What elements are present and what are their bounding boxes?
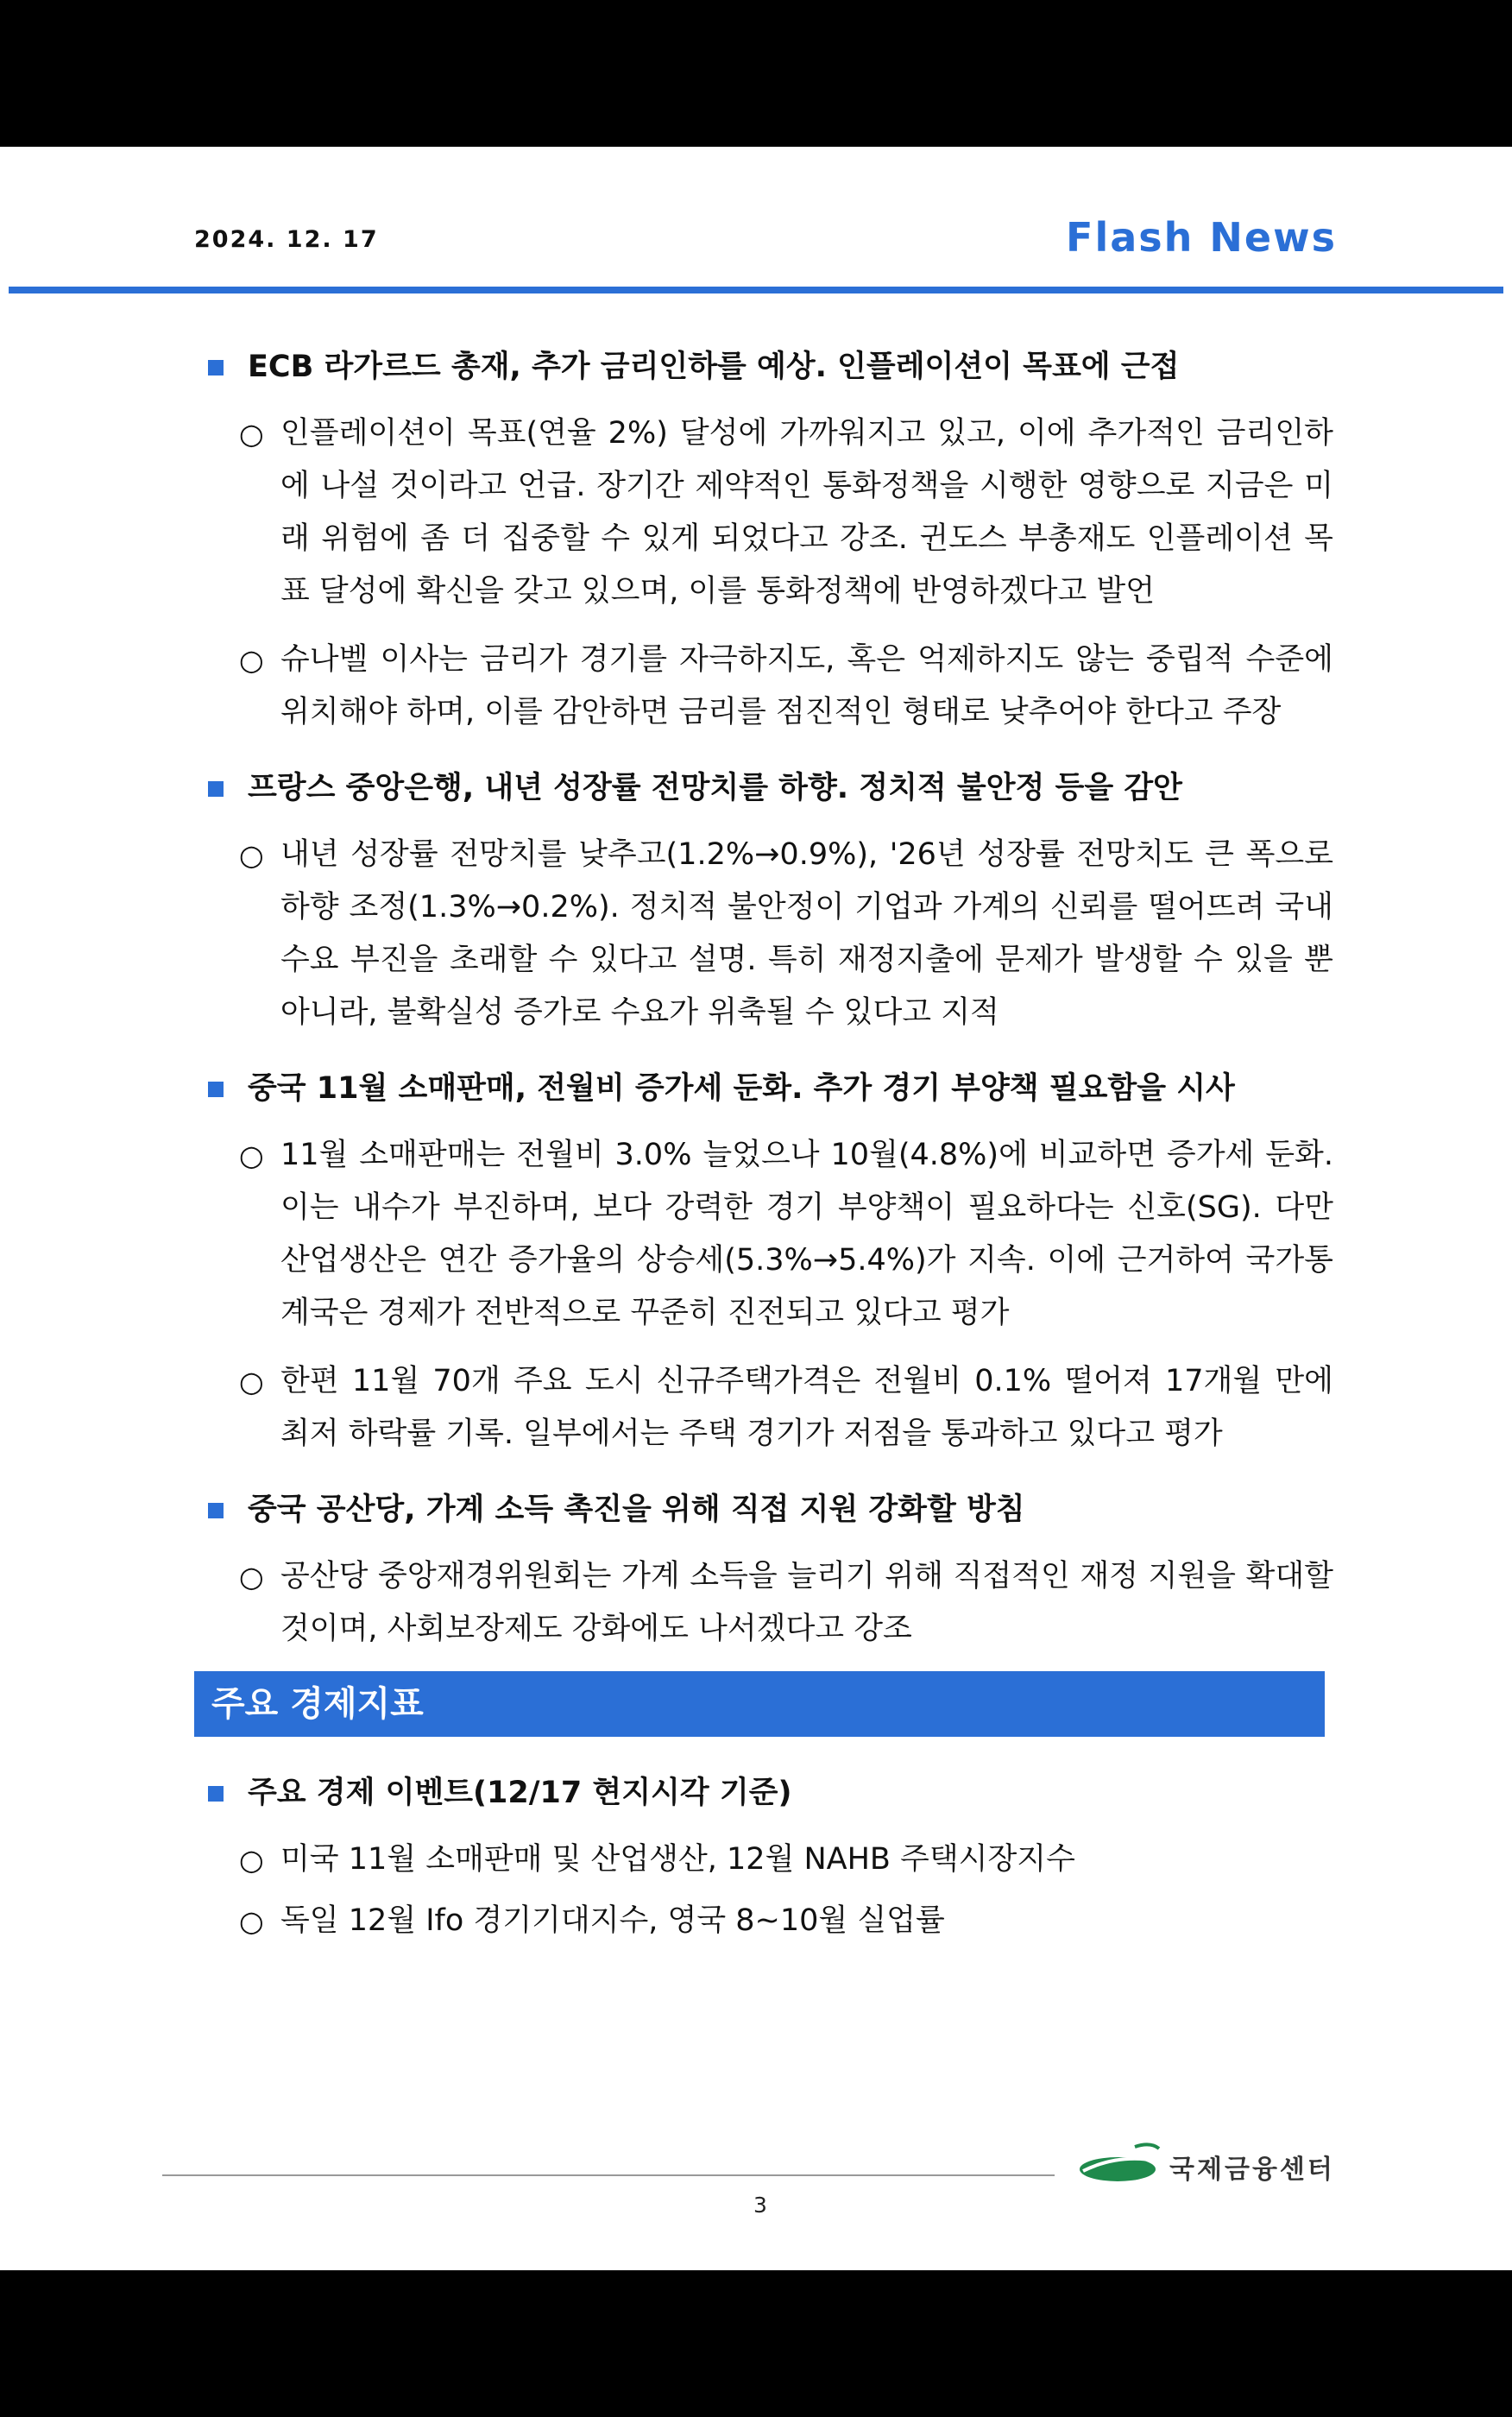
section-heading-text: 중국 11월 소매판매, 전월비 증가세 둔화. 추가 경기 부양책 필요함을 시사 <box>248 1071 1235 1106</box>
circle-bullet-icon: ○ <box>239 1843 264 1877</box>
square-bullet-icon <box>208 1503 224 1518</box>
square-bullet-icon <box>208 781 224 797</box>
bullet-text: 슈나벨 이사는 금리가 경기를 자극하지도, 혹은 억제하지도 않는 중립적 수준에 위치해야 하며, 이를 감안하면 금리를 점진적인 형태로 낮추어야 한다고 주장 <box>280 642 1333 729</box>
bullet-item <box>194 1355 1333 1461</box>
footer-logo-text: 국제금융센터 <box>1169 2155 1335 2185</box>
section-heading-text: 중국 공산당, 가계 소득 촉진을 위해 직접 지원 강화할 방침 <box>248 1492 1025 1527</box>
square-bullet-icon <box>208 1082 224 1097</box>
square-bullet-icon <box>208 1786 224 1802</box>
bullet-text: 한편 11월 70개 주요 도시 신규주택가격은 전월비 0.1% 떨어져 17개월 만에 최저 하락률 기록. 일부에서는 주택 경기가 저점을 통과하고 있다고 평가 <box>280 1364 1333 1451</box>
bullet-text: 11월 소매판매는 전월비 3.0% 늘었으나 10월(4.8%)에 비교하면 증가세 둔화. 이는 내수가 부진하며, 보다 강력한 경기 부양책이 필요하다는 신호(SG). 다만 산업생산은 연간 증가율의 상승세(5.3%→5.4%)가 지속. 이에 근거하여 국가통계국은 경제가 전반적으로 꾸준히 진전되고 있다고 평가 <box>280 1138 1333 1330</box>
event-item <box>194 1833 1333 1886</box>
section-heading <box>194 1488 1333 1531</box>
bullet-item <box>194 1129 1333 1340</box>
bullet-item <box>194 407 1333 618</box>
bullet-item <box>194 829 1333 1039</box>
section-heading-text: ECB 라가르드 총재, 추가 금리인하를 예상. 인플레이션이 목표에 근접 <box>248 350 1180 384</box>
report-title: Flash News <box>1066 214 1337 261</box>
indicators-section-bar: 주요 경제지표 <box>194 1671 1325 1737</box>
events-heading <box>194 1771 1333 1814</box>
event-item <box>194 1895 1333 1947</box>
circle-bullet-icon: ○ <box>239 1365 264 1398</box>
circle-bullet-icon: ○ <box>239 643 264 677</box>
bullet-item <box>194 1550 1333 1656</box>
bullet-item <box>194 634 1333 739</box>
circle-bullet-icon: ○ <box>239 1139 264 1172</box>
page-number: 3 <box>753 2193 767 2218</box>
section-heading <box>194 1067 1333 1110</box>
section-heading <box>194 767 1333 810</box>
footer-rule <box>162 2174 1055 2176</box>
bullet-text: 내년 성장률 전망치를 낮추고(1.2%→0.9%), '26년 성장률 전망치도 큰 폭으로 하향 조정(1.3%→0.2%). 정치적 불안정이 기업과 가계의 신뢰를 떨어뜨려 국내 수요 부진을 초래할 수 있다고 설명. 특히 재정지출에 문제가 발생할 수 있을 뿐 아니라, 불확실성 증가로 수요가 위축될 수 있다고 지적 <box>280 837 1333 1030</box>
header-rule <box>9 287 1503 293</box>
report-date: 2024. 12. 17 <box>194 226 379 253</box>
circle-bullet-icon: ○ <box>239 1904 264 1938</box>
event-text: 독일 12월 Ifo 경기기대지수, 영국 8~10월 실업률 <box>280 1903 945 1938</box>
section-heading <box>194 345 1333 388</box>
main-content <box>194 345 1333 1956</box>
document-page <box>0 147 1512 2270</box>
events-heading-text: 주요 경제 이벤트(12/17 현지시각 기준) <box>248 1776 792 1810</box>
section-heading-text: 프랑스 중앙은행, 내년 성장률 전망치를 하향. 정치적 불안정 등을 감안 <box>248 771 1182 805</box>
event-text: 미국 11월 소매판매 및 산업생산, 12월 NAHB 주택시장지수 <box>280 1842 1075 1877</box>
bullet-text: 인플레이션이 목표(연율 2%) 달성에 가까워지고 있고, 이에 추가적인 금리인하에 나설 것이라고 언급. 장기간 제약적인 통화정책을 시행한 영향으로 지금은 미래 위험에 좀 더 집중할 수 있게 되었다고 강조. 귄도스 부총재도 인플레이션 목표 달성에 확신을 갖고 있으며, 이를 통화정책에 반영하겠다고 발언 <box>280 416 1333 609</box>
circle-bullet-icon: ○ <box>239 417 264 451</box>
circle-bullet-icon: ○ <box>239 1560 264 1593</box>
bullet-text: 공산당 중앙재경위원회는 가계 소득을 늘리기 위해 직접적인 재정 지원을 확대할 것이며, 사회보장제도 강화에도 나서겠다고 강조 <box>280 1559 1333 1646</box>
circle-bullet-icon: ○ <box>239 838 264 872</box>
square-bullet-icon <box>208 360 224 375</box>
